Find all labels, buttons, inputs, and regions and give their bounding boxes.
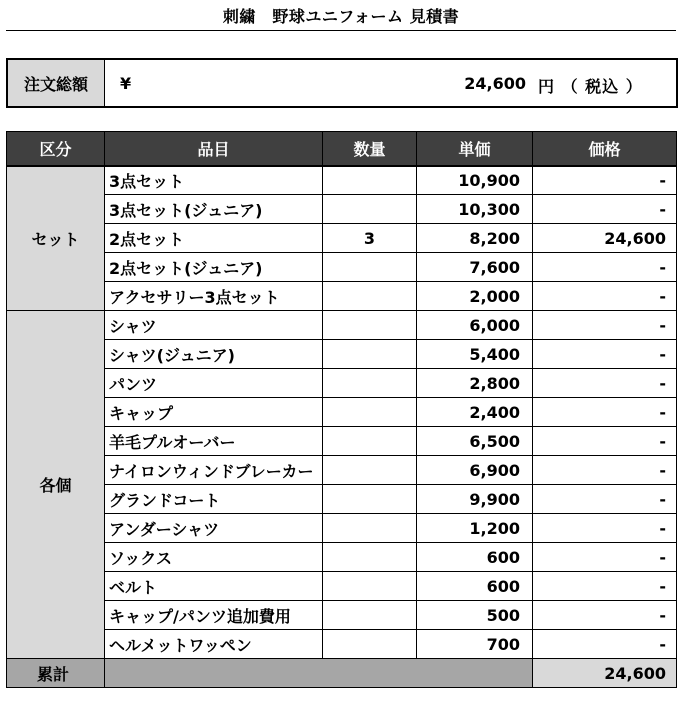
qty-cell[interactable]: [323, 427, 417, 456]
item-cell[interactable]: 3点セット: [105, 166, 323, 195]
summary-row: [7, 659, 677, 688]
table-row: [7, 601, 677, 630]
qty-cell[interactable]: [323, 543, 417, 572]
price-cell[interactable]: -: [533, 195, 677, 224]
yen-symbol: ¥: [120, 74, 132, 93]
item-cell[interactable]: 羊毛プルオーバー: [105, 427, 323, 456]
price-cell[interactable]: 24,600: [533, 224, 677, 253]
qty-cell[interactable]: [323, 340, 417, 369]
table-row: [7, 282, 677, 311]
qty-cell[interactable]: [323, 369, 417, 398]
table-row: [7, 195, 677, 224]
table-row: [7, 514, 677, 543]
order-total-label: 注文総額: [8, 60, 105, 106]
price-cell[interactable]: -: [533, 311, 677, 340]
qty-cell[interactable]: 3: [323, 224, 417, 253]
tax-included-note: 円 （ 税込 ）: [538, 77, 643, 96]
header-qty: 数量: [323, 132, 417, 166]
item-cell[interactable]: シャツ(ジュニア): [105, 340, 323, 369]
unit-price-cell[interactable]: 9,900: [417, 485, 533, 514]
title-underline: [6, 30, 676, 31]
unit-price-cell[interactable]: 6,500: [417, 427, 533, 456]
qty-cell[interactable]: [323, 398, 417, 427]
unit-price-cell[interactable]: 1,200: [417, 514, 533, 543]
qty-cell[interactable]: [323, 311, 417, 340]
summary-label: 累計: [7, 659, 105, 688]
unit-price-cell[interactable]: 6,000: [417, 311, 533, 340]
unit-price-cell[interactable]: 2,800: [417, 369, 533, 398]
item-cell[interactable]: パンツ: [105, 369, 323, 398]
unit-price-cell[interactable]: 5,400: [417, 340, 533, 369]
unit-price-cell[interactable]: 600: [417, 543, 533, 572]
order-total-amount: 24,600: [464, 74, 526, 93]
price-cell[interactable]: -: [533, 485, 677, 514]
table-row: [7, 630, 677, 659]
item-cell[interactable]: キャップ/パンツ追加費用: [105, 601, 323, 630]
qty-cell[interactable]: [323, 166, 417, 195]
item-cell[interactable]: 3点セット(ジュニア): [105, 195, 323, 224]
estimate-table: [6, 131, 677, 688]
qty-cell[interactable]: [323, 514, 417, 543]
item-cell[interactable]: ベルト: [105, 572, 323, 601]
price-cell[interactable]: -: [533, 340, 677, 369]
qty-cell[interactable]: [323, 456, 417, 485]
table-row: [7, 456, 677, 485]
item-cell[interactable]: ヘルメットワッペン: [105, 630, 323, 659]
table-row: [7, 224, 677, 253]
qty-cell[interactable]: [323, 253, 417, 282]
table-row: [7, 572, 677, 601]
unit-price-cell[interactable]: 600: [417, 572, 533, 601]
header-unit-price: 単価: [417, 132, 533, 166]
table-row: [7, 311, 677, 340]
item-cell[interactable]: 2点セット(ジュニア): [105, 253, 323, 282]
qty-cell[interactable]: [323, 572, 417, 601]
item-cell[interactable]: アクセサリー3点セット: [105, 282, 323, 311]
unit-price-cell[interactable]: 8,200: [417, 224, 533, 253]
table-row: [7, 369, 677, 398]
unit-price-cell[interactable]: 7,600: [417, 253, 533, 282]
price-cell[interactable]: -: [533, 253, 677, 282]
unit-price-cell[interactable]: 2,400: [417, 398, 533, 427]
item-cell[interactable]: グランドコート: [105, 485, 323, 514]
table-row: [7, 398, 677, 427]
category-set: セット: [7, 166, 105, 311]
qty-cell[interactable]: [323, 282, 417, 311]
price-cell[interactable]: -: [533, 601, 677, 630]
summary-value[interactable]: 24,600: [533, 659, 677, 688]
table-row: [7, 485, 677, 514]
unit-price-cell[interactable]: 10,900: [417, 166, 533, 195]
unit-price-cell[interactable]: 6,900: [417, 456, 533, 485]
page-title: 刺繍 野球ユニフォーム 見積書: [222, 7, 460, 26]
header-price: 価格: [533, 132, 677, 166]
price-cell[interactable]: -: [533, 456, 677, 485]
price-cell[interactable]: -: [533, 572, 677, 601]
price-cell[interactable]: -: [533, 427, 677, 456]
qty-cell[interactable]: [323, 485, 417, 514]
price-cell[interactable]: -: [533, 543, 677, 572]
price-cell[interactable]: -: [533, 398, 677, 427]
summary-filler: [105, 659, 533, 688]
table-header-row: [7, 132, 677, 166]
qty-cell[interactable]: [323, 630, 417, 659]
qty-cell[interactable]: [323, 195, 417, 224]
price-cell[interactable]: -: [533, 166, 677, 195]
unit-price-cell[interactable]: 10,300: [417, 195, 533, 224]
header-category: 区分: [7, 132, 105, 166]
unit-price-cell[interactable]: 2,000: [417, 282, 533, 311]
item-cell[interactable]: 2点セット: [105, 224, 323, 253]
table-row: [7, 340, 677, 369]
item-cell[interactable]: ソックス: [105, 543, 323, 572]
unit-price-cell[interactable]: 500: [417, 601, 533, 630]
price-cell[interactable]: -: [533, 282, 677, 311]
item-cell[interactable]: キャップ: [105, 398, 323, 427]
table-row: [7, 543, 677, 572]
table-row: [7, 427, 677, 456]
qty-cell[interactable]: [323, 601, 417, 630]
category-individual: 各個: [7, 311, 105, 659]
price-cell[interactable]: -: [533, 630, 677, 659]
price-cell[interactable]: -: [533, 369, 677, 398]
table-row: [7, 166, 677, 195]
table-row: [7, 253, 677, 282]
unit-price-cell[interactable]: 700: [417, 630, 533, 659]
item-cell[interactable]: ナイロンウィンドブレーカー: [105, 456, 323, 485]
item-cell[interactable]: シャツ: [105, 311, 323, 340]
header-item: 品目: [105, 132, 323, 166]
price-cell[interactable]: -: [533, 514, 677, 543]
item-cell[interactable]: アンダーシャツ: [105, 514, 323, 543]
order-total-box: [6, 58, 678, 108]
